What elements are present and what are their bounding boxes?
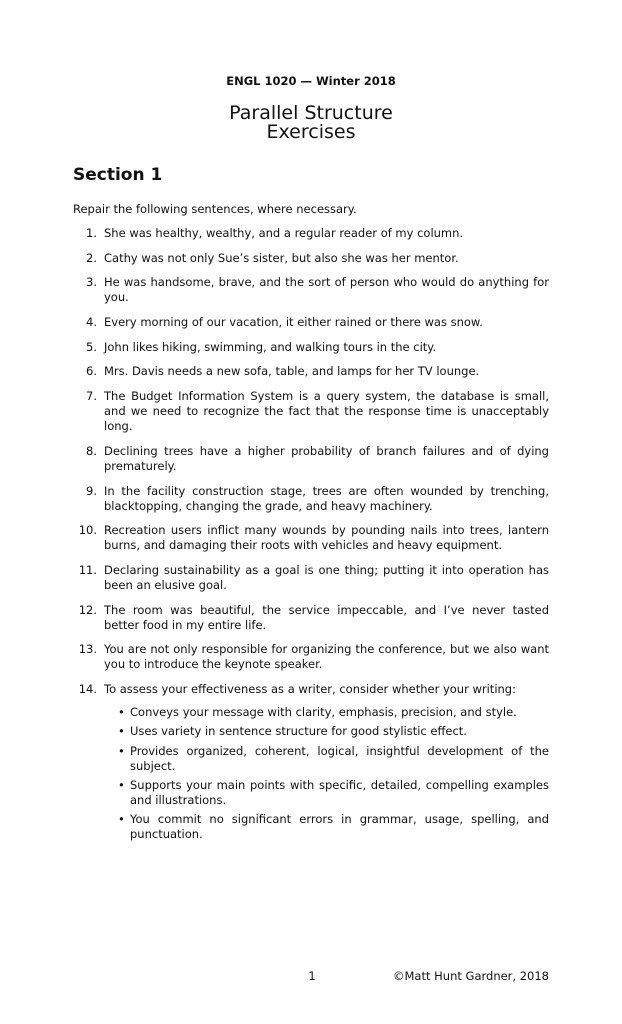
exercise-number: 7. xyxy=(86,389,97,404)
sub-list xyxy=(104,705,549,842)
exercise-number: 10. xyxy=(78,523,97,538)
sub-item xyxy=(104,724,549,739)
exercise-text: Mrs. Davis needs a new sofa, table, and lamps for her TV lounge. xyxy=(104,364,480,379)
title-line-1: Parallel Structure xyxy=(229,102,393,124)
copyright-notice: ©Matt Hunt Gardner, 2018 xyxy=(393,969,549,983)
exercise-text: Declining trees have a higher probability of branch failures and of dying prematurely. xyxy=(104,443,549,473)
instructions: Repair the following sentences, where necessary. xyxy=(73,202,357,216)
exercise-item xyxy=(0,364,549,379)
exercise-item xyxy=(0,642,549,672)
exercise-number: 12. xyxy=(78,602,97,617)
exercise-list xyxy=(0,226,622,852)
exercise-number: 4. xyxy=(86,315,97,330)
exercise-text: The room was beautiful, the service impeccable, and I’ve never tasted better food in my entire life. xyxy=(104,602,549,632)
exercise-item xyxy=(0,315,549,330)
exercise-number: 5. xyxy=(86,339,97,354)
title-line-2: Exercises xyxy=(266,121,356,143)
exercise-item xyxy=(0,603,549,633)
exercise-number: 14. xyxy=(78,681,97,696)
sub-item xyxy=(104,705,549,720)
bullet-icon: • xyxy=(118,812,125,827)
exercise-text: Every morning of our vacation, it either rained or there was snow. xyxy=(104,315,483,330)
exercise-item xyxy=(0,389,549,434)
exercise-text: You are not only responsible for organizing the conference, but we also want you to introduce the keynote speaker. xyxy=(104,642,549,672)
exercise-text: He was handsome, brave, and the sort of person who would do anything for you. xyxy=(104,275,549,305)
sub-item-text: Provides organized, coherent, logical, insightful development of the subject. xyxy=(130,743,549,773)
exercise-number: 8. xyxy=(86,443,97,458)
exercise-item xyxy=(0,340,549,355)
sub-item-text: Supports your main points with specific, detailed, compelling examples and illustrations. xyxy=(130,777,549,807)
sub-item-text: Conveys your message with clarity, emphasis, precision, and style. xyxy=(130,704,517,719)
exercise-number: 9. xyxy=(86,483,97,498)
sub-item-text: You commit no significant errors in grammar, usage, spelling, and punctuation. xyxy=(130,812,549,842)
bullet-icon: • xyxy=(118,743,125,758)
exercise-item xyxy=(0,251,549,266)
sub-item xyxy=(104,812,549,842)
section-heading: Section 1 xyxy=(73,165,163,185)
exercise-item xyxy=(0,484,549,514)
exercise-number: 11. xyxy=(78,562,97,577)
exercise-item xyxy=(0,275,549,305)
exercise-text: The Budget Information System is a query system, the database is small, and we need to recognize the fact that the response time is unacceptably long. xyxy=(104,389,549,434)
exercise-item xyxy=(0,563,549,593)
exercise-item xyxy=(0,226,549,241)
exercise-number: 13. xyxy=(78,642,97,657)
exercise-number: 1. xyxy=(86,226,97,240)
exercise-number: 3. xyxy=(86,275,97,290)
page-title xyxy=(0,104,622,142)
sub-item-text: Uses variety in sentence structure for good stylistic effect. xyxy=(130,724,467,739)
exercise-text: She was healthy, wealthy, and a regular reader of my column. xyxy=(104,226,464,240)
exercise-item xyxy=(0,523,549,553)
exercise-text: Recreation users inflict many wounds by pounding nails into trees, lantern burns, and damaging their roots with vehicles and heavy equipment. xyxy=(104,523,549,553)
page-number: 1 xyxy=(308,969,316,983)
bullet-icon: • xyxy=(118,724,125,739)
exercise-text: Cathy was not only Sue’s sister, but also she was her mentor. xyxy=(104,250,459,265)
exercise-item xyxy=(0,444,549,474)
exercise-number: 6. xyxy=(86,364,97,379)
exercise-text: To assess your effectiveness as a writer, consider whether your writing: xyxy=(104,681,516,696)
exercise-item xyxy=(0,682,549,842)
bullet-icon: • xyxy=(118,777,125,792)
exercise-text: John likes hiking, swimming, and walking tours in the city. xyxy=(104,339,437,354)
sub-item xyxy=(104,778,549,808)
sub-item xyxy=(104,744,549,774)
bullet-icon: • xyxy=(118,704,125,719)
exercise-number: 2. xyxy=(86,250,97,265)
exercise-text: Declaring sustainability as a goal is one thing; putting it into operation has been an elusive goal. xyxy=(104,562,549,592)
course-label: ENGL 1020 — Winter 2018 xyxy=(226,74,396,88)
exercise-text: In the facility construction stage, trees are often wounded by trenching, blacktopping, changing the grade, and heavy machinery. xyxy=(104,483,549,513)
